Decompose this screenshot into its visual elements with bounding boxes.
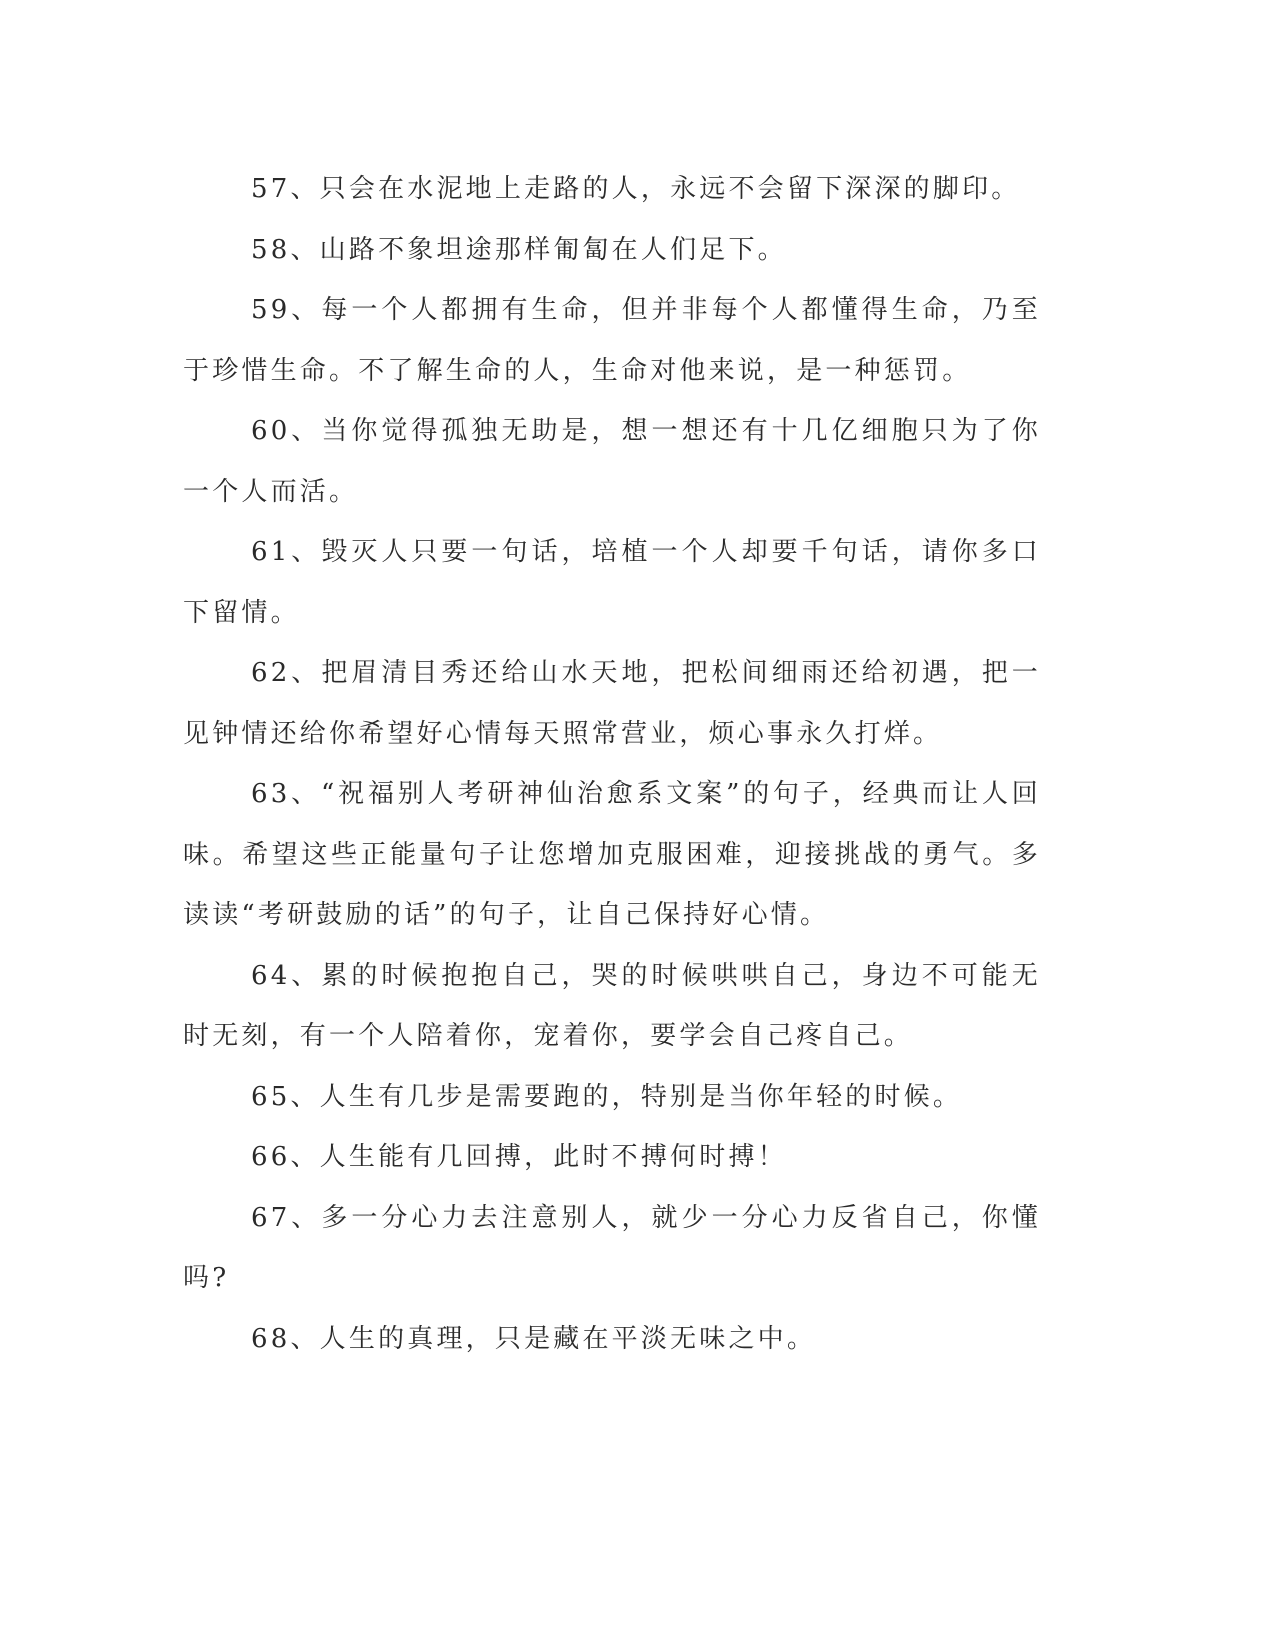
paragraph-58: 58、山路不象坦途那样匍匐在人们足下。 [251, 234, 787, 265]
paragraph-64: 64、累的时候抱抱自己，哭的时候哄哄自己，身边不可能无时无刻，有一个人陪着你，宠着你，要学会自己疼自己。 [183, 960, 1041, 1051]
paragraph-65: 65、人生有几步是需要跑的，特别是当你年轻的时候。 [251, 1081, 963, 1112]
paragraph-62: 62、把眉清目秀还给山水天地，把松间细雨还给初遇，把一见钟情还给你希望好心情每天照常营业，烦心事永久打烊。 [183, 658, 1041, 749]
paragraph-66: 66、人生能有几回搏，此时不搏何时搏！ [251, 1142, 787, 1172]
paragraph-59: 59、每一个人都拥有生命，但并非每个人都懂得生命，乃至于珍惜生命。不了解生命的人，生命对他来说，是一种惩罚。 [183, 295, 1041, 386]
paragraph-60: 60、当你觉得孤独无助是，想一想还有十几亿细胞只为了你一个人而活。 [183, 416, 1041, 507]
paragraph-61: 61、毁灭人只要一句话，培植一个人却要千句话，请你多口下留情。 [183, 537, 1041, 628]
paragraph-67: 67、多一分心力去注意别人，就少一分心力反省自己，你懂吗? [183, 1202, 1041, 1293]
document-body [183, 159, 1041, 1369]
paragraph-68: 68、人生的真理，只是藏在平淡无味之中。 [251, 1323, 817, 1354]
paragraph-63: 63、“祝福别人考研神仙治愈系文案”的句子，经典而让人回味。希望这些正能量句子让您增加克服困难，迎接挑战的勇气。多读读“考研鼓励的话”的句子，让自己保持好心情。 [183, 779, 1041, 930]
paragraph-57: 57、只会在水泥地上走路的人，永远不会留下深深的脚印。 [251, 174, 1021, 204]
